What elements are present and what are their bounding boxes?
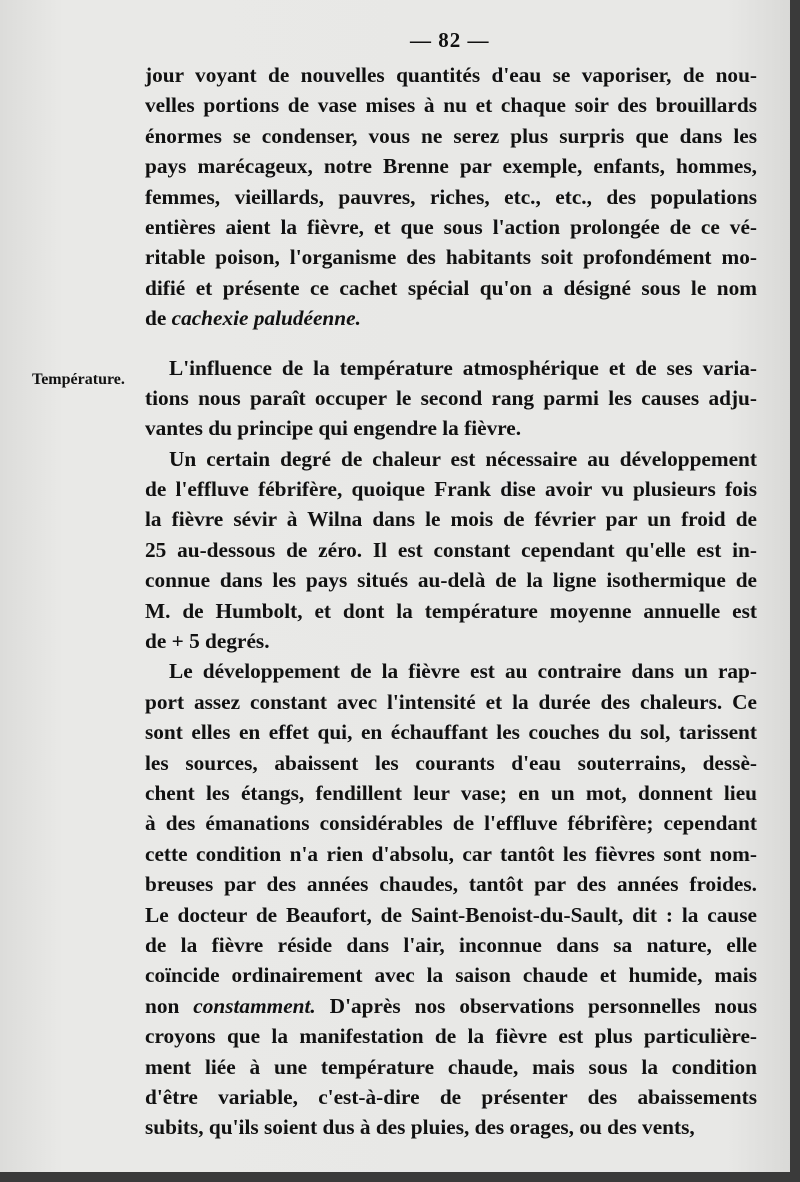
text-line (145, 273, 757, 303)
text-line (145, 1021, 757, 1051)
paragraph-p3 (145, 444, 757, 657)
text-line (145, 303, 757, 333)
text-segment: D'après nos observations personnelles nous (315, 993, 757, 1018)
text-segment: de l'effluve fébrifère, quoique Frank dise avoir vu plusieurs fois (145, 477, 757, 502)
text-segment: entières aient la fièvre, et que sous l'action prolongée de ce vé- (145, 214, 757, 239)
text-line (145, 930, 757, 960)
text-segment: vantes du principe qui engendre la fièvre. (145, 416, 522, 441)
text-line (145, 413, 757, 443)
text-line (145, 991, 757, 1021)
text-segment: de + 5 degrés. (145, 629, 270, 654)
italic-text: constamment. (193, 993, 316, 1018)
text-segment: M. de Humbolt, et dont la température moyenne annuelle est (145, 598, 757, 623)
italic-text: cachexie paludéenne. (171, 306, 361, 331)
text-segment: non (145, 993, 194, 1018)
text-line (145, 656, 757, 686)
text-segment: cette condition n'a rien d'absolu, car tantôt les fièvres sont nom- (145, 841, 757, 866)
text-segment: énormes se condenser, vous ne serez plus surpris que dans les (145, 123, 757, 148)
text-segment: les sources, abaissent les courants d'eau souterrains, dessè- (145, 750, 757, 775)
paragraph-gap (145, 334, 757, 353)
text-segment: velles portions de vase mises à nu et chaque soir des brouillards (145, 93, 757, 118)
paragraph-p2 (145, 353, 757, 444)
text-line (145, 869, 757, 899)
text-segment: de la fièvre réside dans l'air, inconnue dans sa nature, elle (145, 932, 757, 957)
text-line (145, 565, 757, 595)
text-line (145, 535, 757, 565)
text-line (145, 212, 757, 242)
text-line (145, 182, 757, 212)
text-segment: d'être variable, c'est-à-dire de présenter des abaissements (145, 1084, 757, 1109)
text-line (145, 151, 757, 181)
margin-note-temperature: Température. (32, 371, 125, 388)
text-line (145, 444, 757, 474)
text-segment: la fièvre sévir à Wilna dans le mois de février par un froid de (145, 507, 757, 532)
text-line (145, 383, 757, 413)
text-line (145, 474, 757, 504)
text-line (145, 839, 757, 869)
text-line (145, 242, 757, 272)
text-segment: breuses par des années chaudes, tantôt par des années froides. (145, 872, 757, 897)
paragraph-p4 (145, 656, 757, 1142)
text-line (145, 960, 757, 990)
text-line (145, 504, 757, 534)
text-segment: difié et présente ce cachet spécial qu'on a désigné sous le nom (145, 275, 757, 300)
paragraph-p1 (145, 60, 757, 334)
text-segment: tions nous paraît occuper le second rang parmi les causes adju- (145, 385, 757, 410)
text-segment: femmes, vieillards, pauvres, riches, etc., etc., des populations (145, 184, 757, 209)
text-line (145, 596, 757, 626)
text-segment: L'influence de la température atmosphérique et de ses varia- (169, 355, 757, 380)
body-text (145, 60, 757, 1143)
text-segment: subits, qu'ils soient dus à des pluies, des orages, ou des vents, (145, 1115, 695, 1140)
text-segment: Le développement de la fièvre est au contraire dans un rap- (169, 659, 757, 684)
text-segment: jour voyant de nouvelles quantités d'eau se vaporiser, de nou- (145, 63, 757, 87)
text-line (145, 748, 757, 778)
text-segment: sont elles en effet qui, en échauffant les couches du sol, tarissent (145, 720, 757, 745)
text-segment: ment liée à une température chaude, mais sous la condition (145, 1054, 757, 1079)
text-segment: chent les étangs, fendillent leur vase; en un mot, donnent lieu (145, 780, 757, 805)
text-segment: croyons que la manifestation de la fièvre est plus particulière- (145, 1024, 757, 1049)
text-segment: coïncide ordinairement avec la saison chaude et humide, mais (145, 963, 757, 988)
text-segment: 25 au-dessous de zéro. Il est constant cependant qu'elle est in- (145, 537, 757, 562)
text-line (145, 778, 757, 808)
text-line (145, 626, 757, 656)
text-segment: connue dans les pays situés au-delà de la ligne isothermique de (145, 568, 757, 593)
text-line (145, 1052, 757, 1082)
text-line (145, 353, 757, 383)
text-segment: port assez constant avec l'intensité et la durée des chaleurs. Ce (145, 689, 757, 714)
text-segment: pays marécageux, notre Brenne par exemple, enfants, hommes, (145, 154, 757, 179)
page-number: — 82 — (410, 28, 490, 52)
text-line (145, 900, 757, 930)
text-segment: Un certain degré de chaleur est nécessaire au développement (169, 446, 757, 471)
text-line (145, 1112, 757, 1142)
text-line (145, 60, 757, 90)
text-line (145, 1082, 757, 1112)
text-line (145, 808, 757, 838)
text-segment: de (145, 306, 172, 331)
text-line (145, 121, 757, 151)
text-line (145, 90, 757, 120)
text-segment: Le docteur de Beaufort, de Saint-Benoist-du-Sault, dit : la cause (145, 902, 757, 927)
text-line (145, 687, 757, 717)
text-segment: ritable poison, l'organisme des habitants soit profondément mo- (145, 245, 757, 270)
text-segment: à des émanations considérables de l'effluve fébrifère; cependant (145, 811, 757, 836)
text-line (145, 717, 757, 747)
